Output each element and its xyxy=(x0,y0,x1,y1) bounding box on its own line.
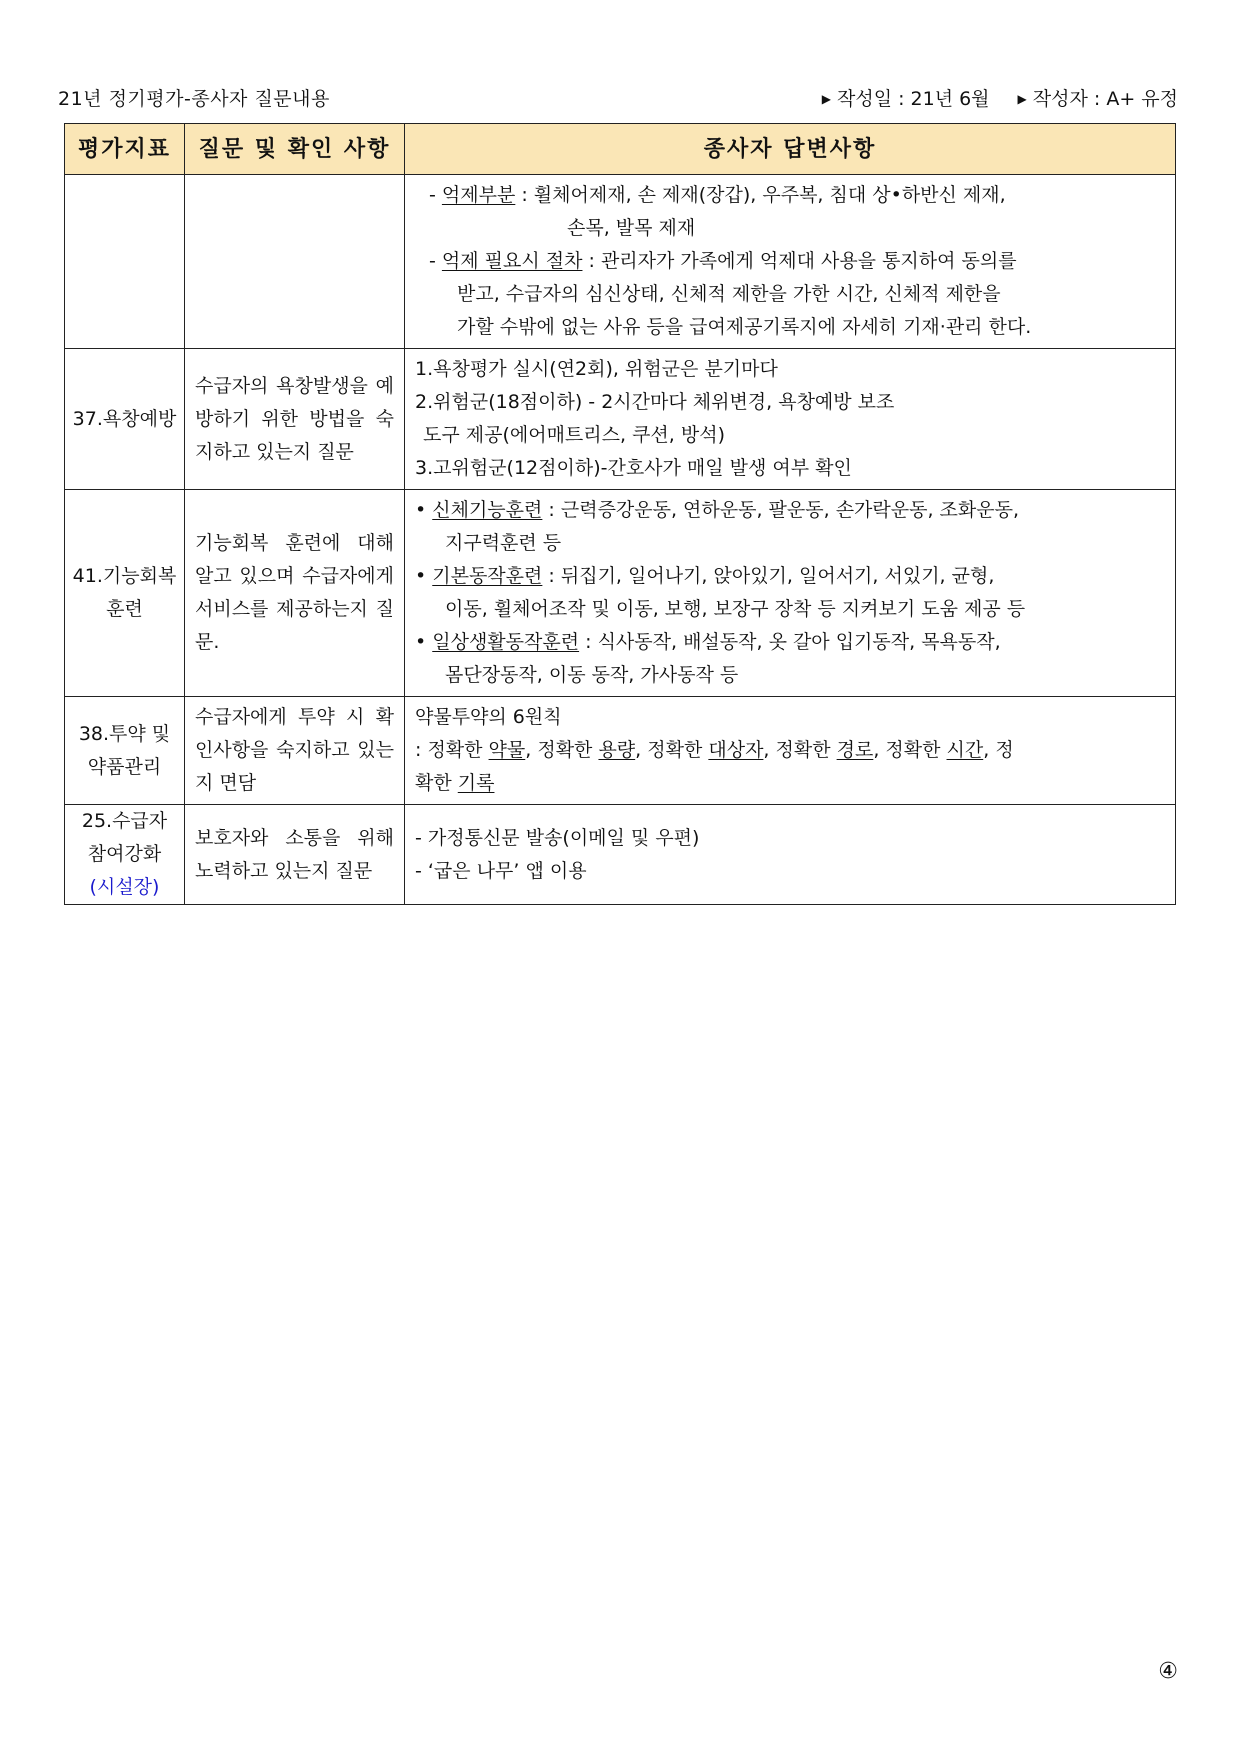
document-meta xyxy=(822,84,1178,111)
table-row xyxy=(65,349,1176,490)
answer-line: 이동, 휠체어조작 및 이동, 보행, 보장구 장착 등 지켜보기 도움 제공 등 xyxy=(445,598,1026,620)
answer-cell xyxy=(405,490,1176,697)
answer-line: 1.욕창평가 실시(연2회), 위험군은 분기마다 xyxy=(415,358,778,380)
answer-line: 확한 기록 xyxy=(415,772,495,794)
answer-cell xyxy=(405,175,1176,349)
evaluation-table xyxy=(64,123,1176,905)
answer-line: 2.위험군(18점이하) - 2시간마다 체위변경, 욕창예방 보조 xyxy=(415,391,895,413)
answer-line: - 억제 필요시 절차 : 관리자가 가족에게 억제대 사용을 통지하여 동의를 xyxy=(429,250,1017,272)
indicator-cell: 25.수급자 참여강화 (시설장) xyxy=(65,805,185,905)
document-title: 21년 정기평가-종사자 질문내용 xyxy=(58,88,330,110)
question-cell: 수급자에게 투약 시 확인사항을 숙지하고 있는지 면담 xyxy=(185,697,405,805)
date-label: 작성일 : 21년 6월 xyxy=(836,88,990,110)
answer-line: : 정확한 약물, 정확한 용량, 정확한 대상자, 정확한 경로, 정확한 시간, 정 xyxy=(415,739,1014,761)
indicator-cell: 41.기능회복 훈련 xyxy=(65,490,185,697)
question-cell: 보호자와 소통을 위해 노력하고 있는지 질문 xyxy=(185,805,405,905)
triangle-bullet-icon: ▶ xyxy=(821,92,831,106)
column-header-answer: 종사자 답변사항 xyxy=(405,124,1176,175)
indicator-cell: 37.욕창예방 xyxy=(65,349,185,490)
table-header-row xyxy=(65,124,1176,175)
column-header-question: 질문 및 확인 사항 xyxy=(185,124,405,175)
table-row xyxy=(65,697,1176,805)
column-header-indicator: 평가지표 xyxy=(65,124,185,175)
answer-line: • 일상생활동작훈련 : 식사동작, 배설동작, 옷 갈아 입기동작, 목욕동작, xyxy=(415,631,1001,653)
answer-line: • 신체기능훈련 : 근력증강운동, 연하운동, 팔운동, 손가락운동, 조화운동, xyxy=(415,499,1020,521)
answer-line: 지구력훈련 등 xyxy=(445,532,562,554)
question-cell xyxy=(185,175,405,349)
triangle-bullet-icon: ▶ xyxy=(1017,92,1027,106)
answer-line: 약물투약의 6원칙 xyxy=(415,706,562,728)
answer-cell xyxy=(405,697,1176,805)
answer-line: 손목, 발목 제재 xyxy=(567,217,696,239)
indicator-cell: 38.투약 및 약품관리 xyxy=(65,697,185,805)
answer-cell xyxy=(405,349,1176,490)
answer-line: - 억제부분 : 휠체어제재, 손 제재(장갑), 우주복, 침대 상•하반신 제재, xyxy=(429,184,1006,206)
answer-line: • 기본동작훈련 : 뒤집기, 일어나기, 앉아있기, 일어서기, 서있기, 균형, xyxy=(415,565,995,587)
question-cell: 기능회복 훈련에 대해 알고 있으며 수급자에게 서비스를 제공하는지 질문. xyxy=(185,490,405,697)
answer-line: 몸단장동작, 이동 동작, 가사동작 등 xyxy=(445,664,739,686)
page-header xyxy=(58,84,1178,114)
answer-line: 받고, 수급자의 심신상태, 신체적 제한을 가한 시간, 신체적 제한을 xyxy=(457,283,1001,305)
author-label: 작성자 : A+ 유정 xyxy=(1032,88,1178,110)
page-number: ④ xyxy=(1158,1659,1178,1684)
answer-line: 가할 수밖에 없는 사유 등을 급여제공기록지에 자세히 기재·관리 한다. xyxy=(457,316,1032,338)
table-row xyxy=(65,175,1176,349)
answer-line: - 가정통신문 발송(이메일 및 우편) xyxy=(415,826,700,849)
answer-line: 3.고위험군(12점이하)-간호사가 매일 발생 여부 확인 xyxy=(415,457,852,479)
answer-cell xyxy=(405,805,1176,905)
answer-line: - ‘굽은 나무’ 앱 이용 xyxy=(415,859,587,882)
question-cell: 수급자의 욕창발생을 예방하기 위한 방법을 숙지하고 있는지 질문 xyxy=(185,349,405,490)
table-row xyxy=(65,490,1176,697)
table-row xyxy=(65,805,1176,905)
answer-line: 도구 제공(에어매트리스, 쿠션, 방석) xyxy=(423,424,725,446)
indicator-cell xyxy=(65,175,185,349)
